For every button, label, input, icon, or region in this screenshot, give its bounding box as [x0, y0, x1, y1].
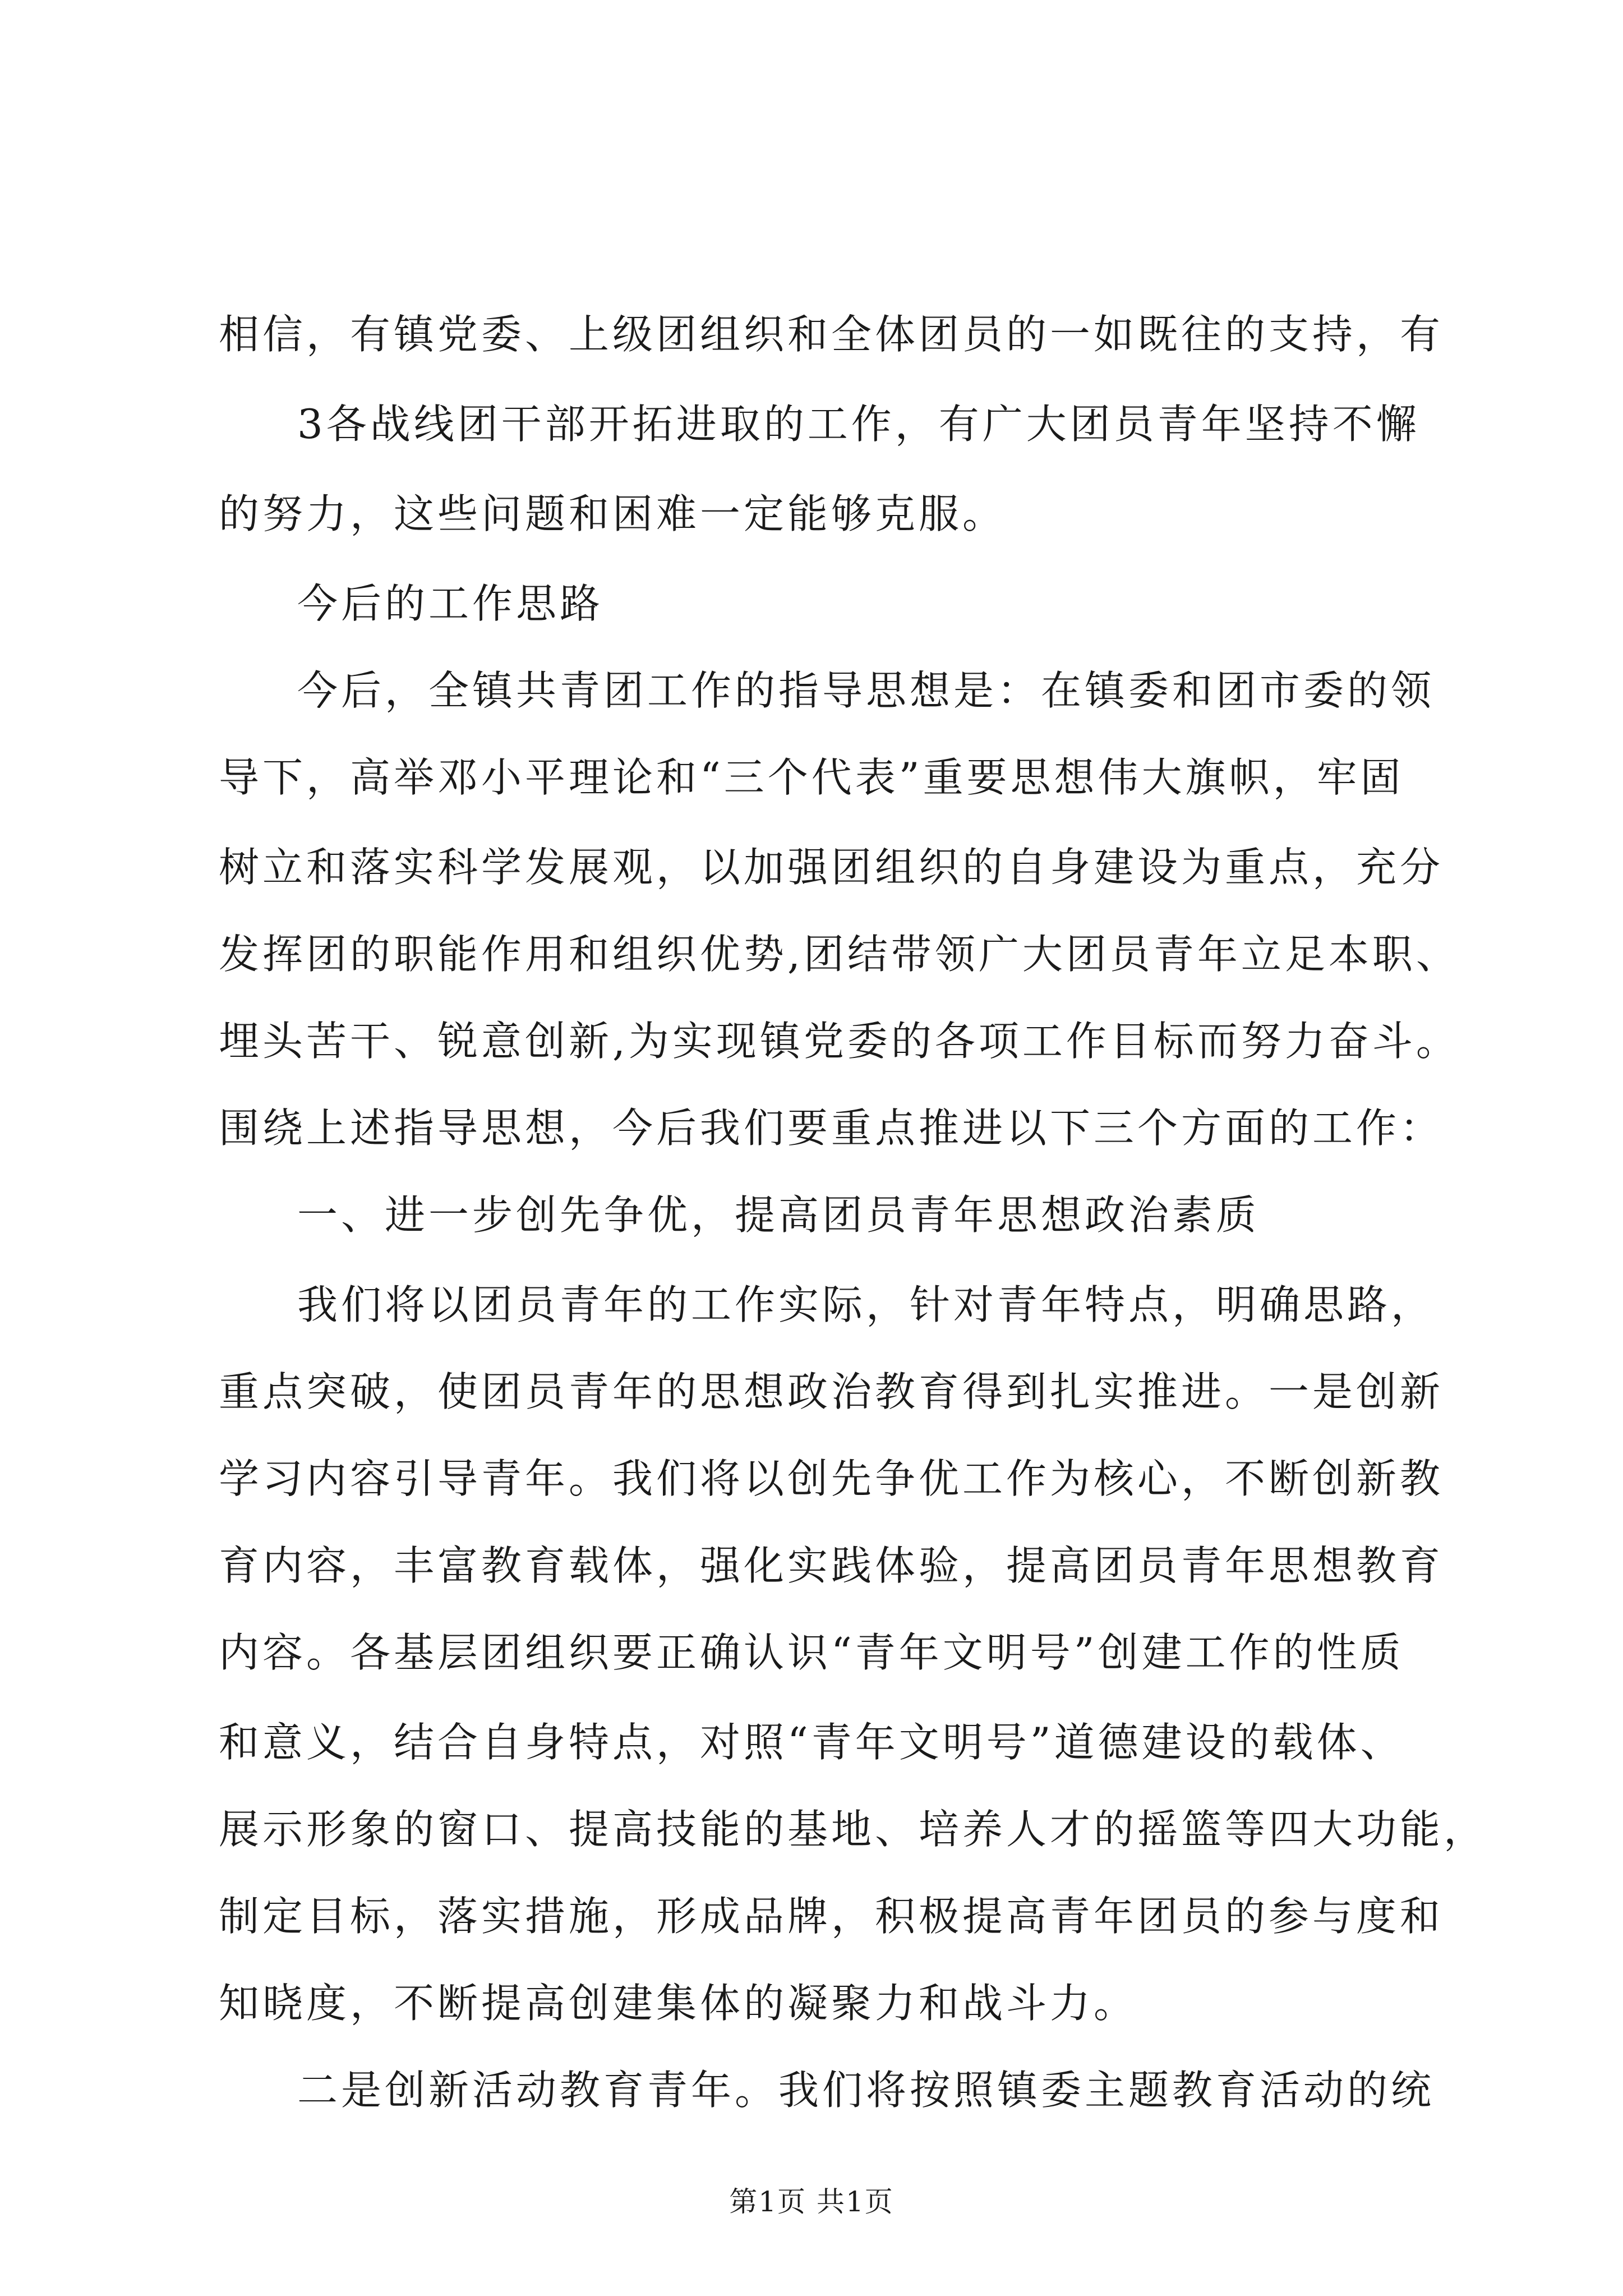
- section-heading: 一、进一步创先争优，提高团员青年思想政治素质: [297, 1191, 1260, 1239]
- text-line: 树立和落实科学发展观，以加强团组织的自身建设为重点，充分: [219, 844, 1444, 891]
- text-line: 围绕上述指导思想，今后我们要重点推进以下三个方面的工作：: [219, 1105, 1444, 1152]
- text-line: 今后，全镇共青团工作的指导思想是：在镇委和团市委的领: [297, 667, 1435, 714]
- text-line: 相信，有镇党委、上级团组织和全体团员的一如既往的支持，有: [219, 311, 1444, 358]
- text-line: 制定目标，落实措施，形成品牌，积极提高青年团员的参与度和: [219, 1893, 1444, 1940]
- text-line: 我们将以团员青年的工作实际，针对青年特点，明确思路，: [297, 1281, 1435, 1328]
- text-line: 发挥团的职能作用和组织优势,团结带领广大团员青年立足本职、: [219, 931, 1460, 978]
- text-line: 育内容，丰富教育载体，强化实践体验，提高团员青年思想教育: [219, 1542, 1444, 1589]
- text-line: 和意义，结合自身特点，对照“青年文明号”道德建设的载体、: [219, 1719, 1404, 1766]
- text-line: 导下，高举邓小平理论和“三个代表”重要思想伟大旗帜，牢固: [219, 754, 1404, 801]
- text-line: 知晓度，不断提高创建集体的凝聚力和战斗力。: [219, 1980, 1138, 2027]
- page-footer: 第1页 共1页: [729, 2185, 894, 2218]
- text-line: 3各战线团干部开拓进取的工作，有广大团员青年坚持不懈: [297, 401, 1420, 448]
- text-line: 内容。各基层团组织要正确认识“青年文明号”创建工作的性质: [219, 1629, 1404, 1676]
- text-line: 的努力，这些问题和困难一定能够克服。: [219, 490, 1007, 537]
- section-heading: 今后的工作思路: [297, 580, 604, 627]
- text-line: 二是创新活动教育青年。我们将按照镇委主题教育活动的统: [297, 2067, 1435, 2114]
- text-line: 埋头苦干、锐意创新,为实现镇党委的各项工作目标而努力奋斗。: [219, 1018, 1460, 1065]
- text-line: 展示形象的窗口、提高技能的基地、培养人才的摇篮等四大功能，: [219, 1806, 1488, 1853]
- text-line: 重点突破，使团员青年的思想政治教育得到扎实推进。一是创新: [219, 1368, 1444, 1415]
- text-line: 学习内容引导青年。我们将以创先争优工作为核心，不断创新教: [219, 1455, 1444, 1502]
